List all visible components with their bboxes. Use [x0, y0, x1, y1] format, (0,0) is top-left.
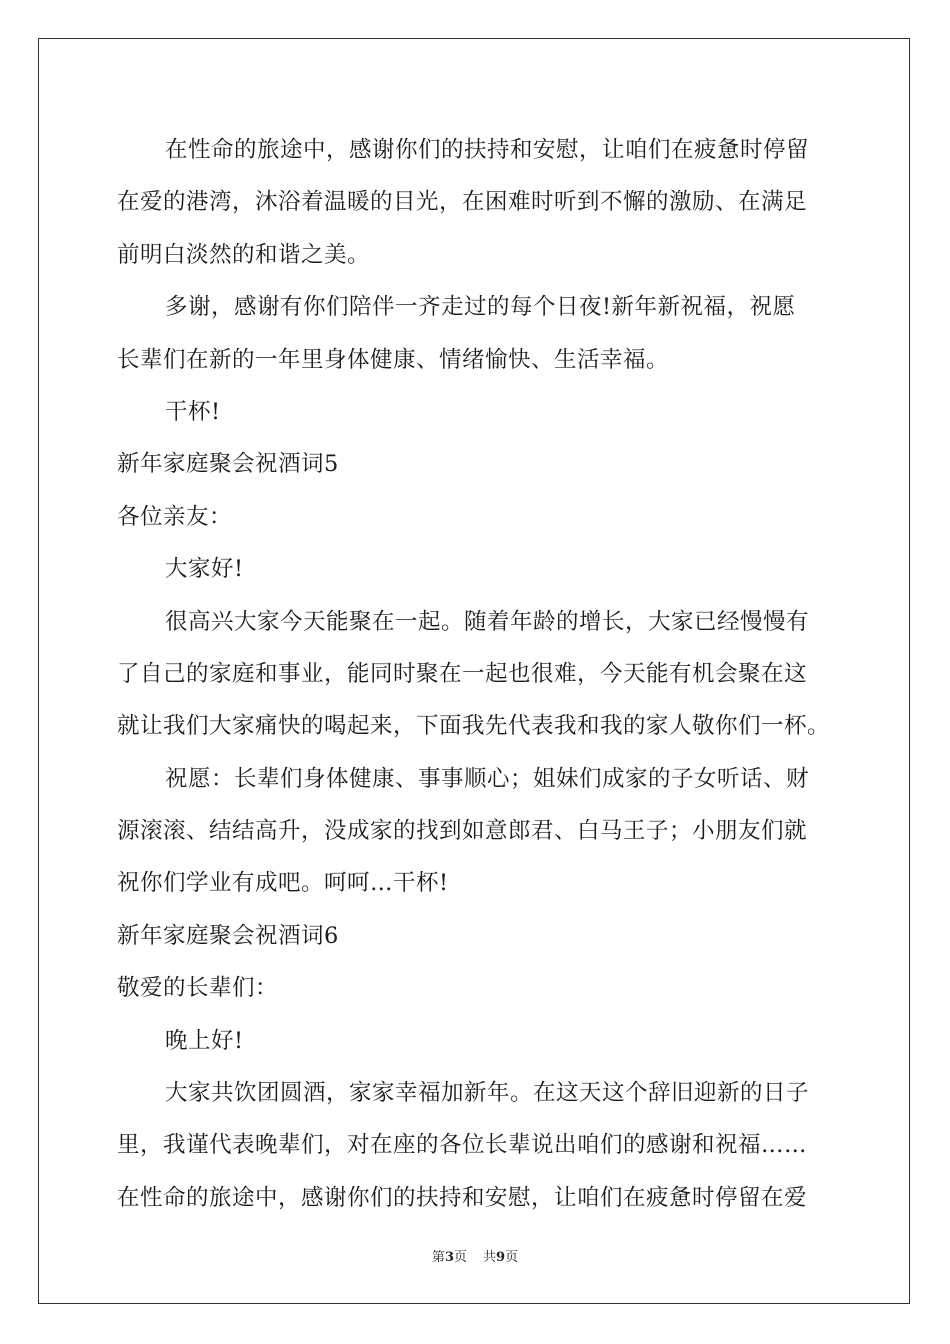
total-pages-number: 9 — [496, 1250, 506, 1265]
paragraph-line: 在性命的旅途中，感谢你们的扶持和安慰，让咱们在疲惫时停留在爱 — [117, 1184, 808, 1211]
salutation: 敬爱的长辈们： — [117, 975, 279, 1002]
paragraph-line: 祝愿：长辈们身体健康、事事顺心；姐妹们成家的子女听话、财 — [165, 765, 810, 792]
paragraph-line: 干杯! — [165, 398, 221, 425]
salutation: 各位亲友： — [117, 503, 233, 530]
paragraph-line: 里，我谨代表晚辈们，对在座的各位长辈说出咱们的感谢和祝福…… — [117, 1132, 808, 1159]
total-suffix: 页 — [505, 1250, 519, 1265]
page-prefix: 第 — [431, 1250, 445, 1265]
paragraph-line: 源滚滚、结结高升，没成家的找到如意郎君、白马王子；小朋友们就 — [117, 818, 808, 845]
paragraph-line: 长辈们在新的一年里身体健康、情绪愉快、生活幸福。 — [117, 346, 670, 373]
paragraph-line: 前明白淡然的和谐之美。 — [117, 241, 371, 268]
paragraph-line: 大家共饮团圆酒，家家幸福加新年。在这天这个辞旧迎新的日子 — [165, 1080, 810, 1107]
section-heading: 新年家庭聚会祝酒词5 — [117, 451, 339, 478]
page-footer — [0, 1246, 950, 1265]
total-prefix: 共 — [483, 1250, 497, 1265]
paragraph-line: 多谢，感谢有你们陪伴一齐走过的每个日夜!新年新祝福，祝愿 — [165, 294, 796, 321]
paragraph-line: 很高兴大家今天能聚在一起。随着年龄的增长，大家已经慢慢有 — [165, 608, 810, 635]
current-page-number: 3 — [444, 1250, 454, 1265]
document-body — [117, 124, 857, 1224]
section-heading: 新年家庭聚会祝酒词6 — [117, 922, 339, 949]
page-suffix: 页 — [453, 1250, 467, 1265]
paragraph-line: 了自己的家庭和事业，能同时聚在一起也很难，今天能有机会聚在这 — [117, 660, 808, 687]
paragraph-line: 在性命的旅途中，感谢你们的扶持和安慰，让咱们在疲惫时停留 — [165, 137, 810, 163]
paragraph-line: 祝你们学业有成吧。呵呵…干杯! — [117, 870, 449, 897]
paragraph-line: 在爱的港湾，沐浴着温暖的目光，在困难时听到不懈的激励、在满足 — [117, 189, 808, 216]
paragraph-line: 就让我们大家痛快的喝起来，下面我先代表我和我的家人敬你们一杯。 — [117, 713, 831, 740]
greeting: 晚上好! — [165, 1027, 244, 1054]
greeting: 大家好! — [165, 556, 244, 583]
